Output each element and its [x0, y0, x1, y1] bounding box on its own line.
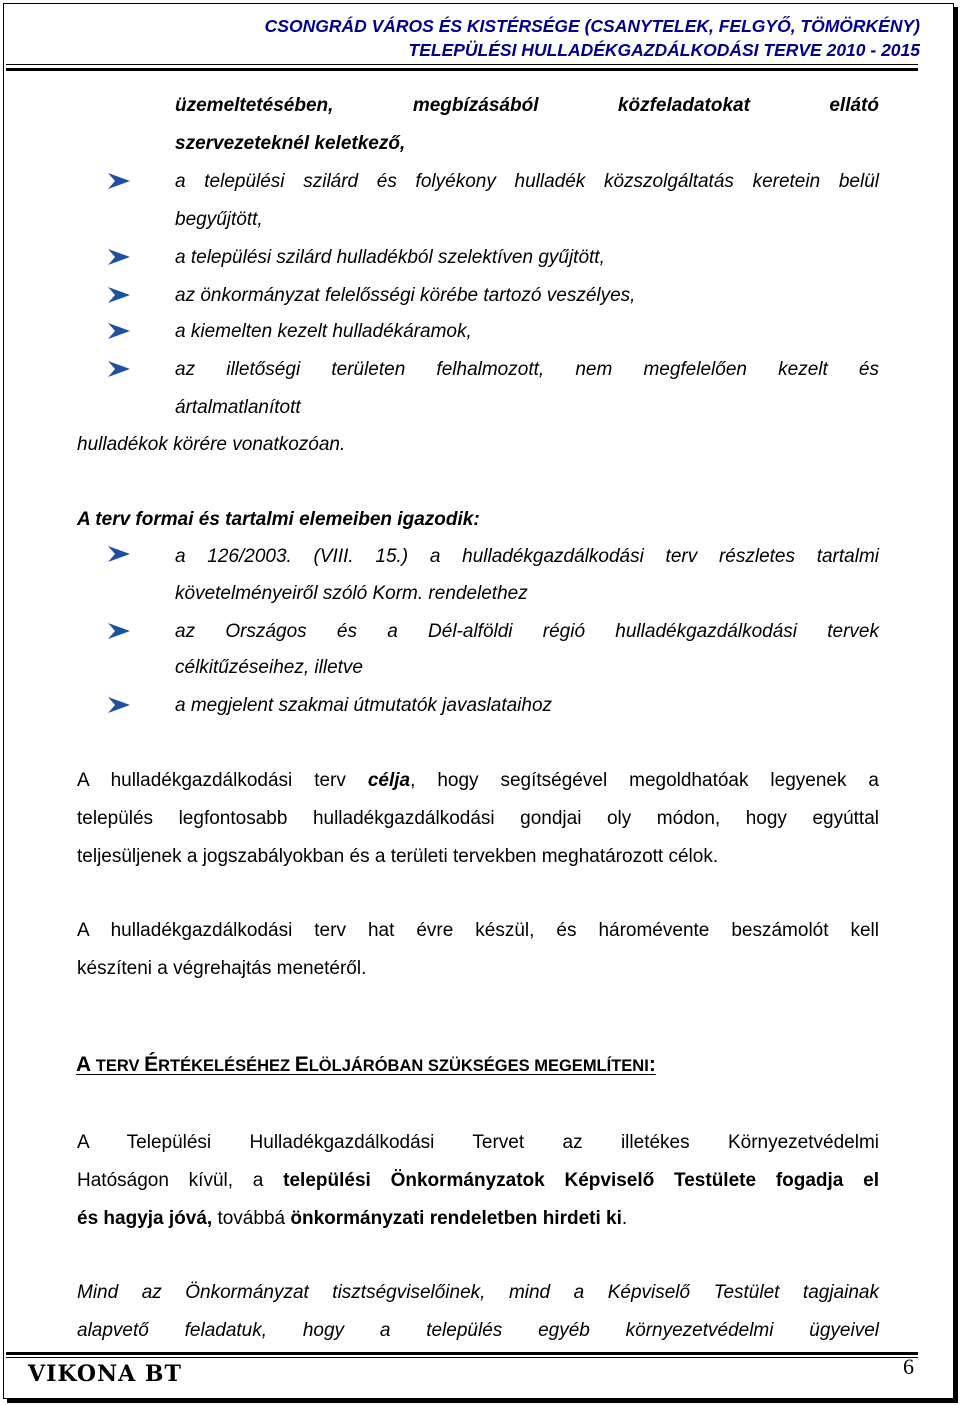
- para3-line3: és hagyja jóvá, továbbá önkormányzati rendeletben hirdeti ki.: [77, 1208, 628, 1229]
- bullet-arrow-icon: [107, 322, 131, 340]
- footer-brand: VIKONA BT: [28, 1361, 182, 1387]
- bullet-arrow-icon: [107, 622, 131, 640]
- para3-line1: A Települési Hulladékgazdálkodási Tervet az illetékes Környezetvédelmi: [77, 1132, 879, 1153]
- list1-item4: a kiemelten kezelt hulladékáramok,: [175, 321, 472, 342]
- header-title: CSONGRÁD VÁROS ÉS KISTÉRSÉGE (CSANYTELEK, FELGYŐ, TÖMÖRKÉNY): [264, 16, 920, 36]
- section2-item1-line1: a 126/2003. (VIII. 15.) a hulladékgazdálkodási terv részletes tartalmi: [175, 546, 879, 567]
- list1-item2: a települési szilárd hulladékból szelektíven gyűjtött,: [175, 247, 605, 268]
- para2-line1: A hulladékgazdálkodási terv hat évre készül, és háromévente beszámolót kell: [77, 920, 879, 941]
- footer-rule-thick: [6, 1352, 918, 1355]
- para1-line2: település legfontosabb hulladékgazdálkodási gondjai oly módon, hogy egyúttal: [77, 808, 879, 829]
- bullet-arrow-icon: [107, 172, 131, 190]
- para2-line2: készíteni a végrehajtás menetéről.: [77, 958, 367, 979]
- footer-rule-thin: [6, 1357, 918, 1358]
- page-number: 6: [903, 1354, 914, 1379]
- section3-heading: A TERV ÉRTÉKELÉSÉHEZ ELÖLJÁRÓBAN SZÜKSÉGES MEGEMLÍTENI:: [76, 1053, 656, 1076]
- list1-intro-line2: szervezeteknél keletkező,: [175, 133, 406, 154]
- list1-tail: hulladékok körére vonatkozóan.: [77, 434, 346, 455]
- bullet-arrow-icon: [107, 248, 131, 266]
- list1-intro-line1: üzemeltetésében, megbízásából közfeladatokat ellátó: [175, 95, 879, 116]
- bullet-arrow-icon: [107, 360, 131, 378]
- bullet-arrow-icon: [107, 545, 131, 563]
- section2-item2-line2: célkitűzéseihez, illetve: [175, 657, 363, 678]
- para1-line3: teljesüljenek a jogszabályokban és a területi tervekben meghatározott célok.: [77, 846, 719, 867]
- list1-item1-line2: begyűjtött,: [175, 209, 263, 230]
- list1-item5-line1: az illetőségi területen felhalmozott, nem megfelelően kezelt és: [175, 359, 879, 380]
- para3-line2: Hatóságon kívül, a települési Önkormányzatok Képviselő Testülete fogadja el: [77, 1170, 879, 1191]
- section2-item3: a megjelent szakmai útmutatók javaslataihoz: [175, 695, 553, 716]
- section2-item2-line1: az Országos és a Dél-alföldi régió hulladékgazdálkodási tervek: [175, 621, 879, 642]
- bullet-arrow-icon: [107, 696, 131, 714]
- list1-item3: az önkormányzat felelősségi körébe tartozó veszélyes,: [175, 285, 636, 306]
- para4-line2: alapvető feladatuk, hogy a település egyéb környezetvédelmi ügyeivel: [77, 1320, 879, 1341]
- section2-item1-line2: követelményeiről szóló Korm. rendelethez: [175, 583, 528, 604]
- bullet-arrow-icon: [107, 286, 131, 304]
- para4-line1: Mind az Önkormányzat tisztségviselőinek, mind a Képviselő Testület tagjainak: [77, 1282, 879, 1303]
- section2-heading: A terv formai és tartalmi elemeiben igazodik:: [77, 509, 480, 530]
- header-rule-thin: [6, 64, 918, 65]
- para1-line1: A hulladékgazdálkodási terv célja, hogy segítségével megoldhatóak legyenek a: [77, 770, 879, 791]
- list1-item1-line1: a települési szilárd és folyékony hulladék közszolgáltatás keretein belül: [175, 171, 879, 192]
- header-subtitle: TELEPÜLÉSI HULLADÉKGAZDÁLKODÁSI TERVE 2010 - 2015: [408, 40, 920, 60]
- list1-item5-line2: ártalmatlanított: [175, 397, 301, 418]
- header-rule-thick: [6, 68, 918, 71]
